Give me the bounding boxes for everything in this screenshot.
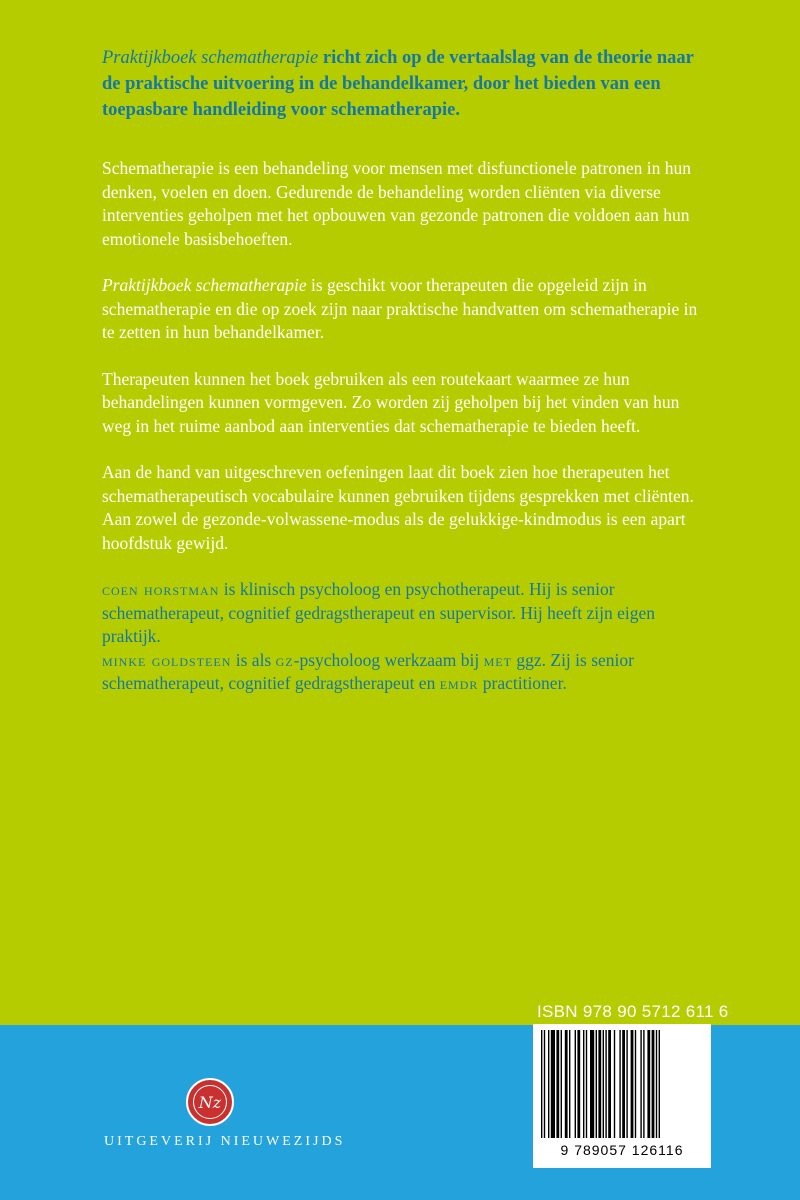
paragraph-2 [102,274,702,345]
paragraph-2-title: Praktijkboek schematherapie [102,275,307,295]
barcode-bar [622,1030,625,1138]
author-bio-2 [102,649,702,696]
publisher-name: UITGEVERIJ NIEUWEZIJDS [104,1134,346,1149]
barcode-bar [565,1030,568,1138]
author-bio-2-text-1: is als [231,649,276,670]
barcode-bar [586,1030,587,1138]
barcode-bar [608,1030,611,1138]
barcode-bar [647,1030,650,1138]
publisher-logo [186,1078,234,1126]
barcode-bar [541,1030,542,1138]
barcode-bar [643,1030,644,1138]
barcode-bar [561,1030,562,1138]
barcode-bar [652,1030,655,1138]
author-bio-2-text-3: ggz. Zij is senior schematherapeut, cognitief gedragstherapeut en [102,649,634,693]
gz-abbrev: gz [275,649,294,670]
barcode [533,1024,711,1168]
barcode-bar [575,1030,576,1138]
paragraph-4: Aan de hand van uitgeschreven oefeningen laat dit boek zien hoe therapeuten het schematherapeutisch vocabulaire kunnen gebruiken tijdens gesprekken met cliënten. Aan zowel de gezonde-volwassene-modus als de gelukkige-kindmodus is een apart hoofdstuk gewijd. [102,462,694,553]
author-name-1: coen horstman [102,579,220,599]
barcode-bar [556,1030,559,1138]
barcode-bars [541,1030,703,1140]
paragraph-2-text: is geschikt voor therapeuten die opgeleid zijn in schematherapie en die op zoek zijn naar praktische handvatten om schematherapie in te zetten in hun behandelkamer. [102,275,698,342]
author-bio-1 [102,578,702,649]
barcode-bar [598,1030,601,1138]
author-bio-2-text-2: -psycholoog werkzaam bij [293,649,484,670]
isbn-label: ISBN 978 90 5712 611 6 [537,1002,729,1021]
back-cover-text [102,45,702,696]
barcode-bar [640,1030,641,1138]
barcode-bar [656,1030,657,1138]
barcode-bar [551,1030,555,1138]
barcode-bar [619,1030,620,1138]
barcode-bar [596,1030,597,1138]
barcode-bar [603,1030,604,1138]
barcode-bar [548,1030,549,1138]
barcode-digits: 9 789057 126116 [560,1142,684,1158]
emdr-abbrev: emdr [439,673,479,693]
barcode-bar [614,1030,615,1138]
barcode-bar [583,1030,584,1138]
barcode-bar [569,1030,570,1138]
barcode-bar [590,1030,594,1138]
book-title-italic: Praktijkboek schematherapie [102,48,319,68]
barcode-bar [659,1030,660,1138]
met-abbrev: met [483,649,512,670]
paragraph-1: Schematherapie is een behandeling voor mensen met disfunctionele patronen in hun denken, voelen en doen. Gedurende de behandeling worden cliënten via diverse interventies geholpen met het opbouwen van gezonde patronen die voldoen aan hun emotionele basisbehoeften. [102,158,691,249]
paragraph-3: Therapeuten kunnen het boek gebruiken als een routekaart waarmee ze hun behandelingen kunnen vormgeven. Zo worden zij geholpen bij het vinden van hun weg in het ruime aanbod aan interventies dat schematherapie te bieden heeft. [102,368,680,436]
intro-text: richt zich op de vertaalslag van de theorie naar de praktische uitvoering in de behandelkamer, door het bieden van een toepasbare handleiding voor schematherapie. [102,48,694,120]
author-bio-2-text-4: practitioner. [478,673,567,693]
author-name-2: minke goldsteen [102,649,232,670]
barcode-bar [544,1030,545,1138]
barcode-bar [631,1030,634,1138]
intro-paragraph [102,45,702,123]
barcode-bar [605,1030,606,1138]
barcode-bar [635,1030,636,1138]
barcode-bar [626,1030,627,1138]
barcode-bar [577,1030,580,1138]
author-bio-1-text: is klinisch psycholoog en psychotherapeut. Hij is senior schematherapeut, cognitief gedragstherapeut en supervisor. Hij heeft zijn eigen praktijk. [102,579,655,646]
publisher-logo-mark: Nz [193,1085,227,1119]
